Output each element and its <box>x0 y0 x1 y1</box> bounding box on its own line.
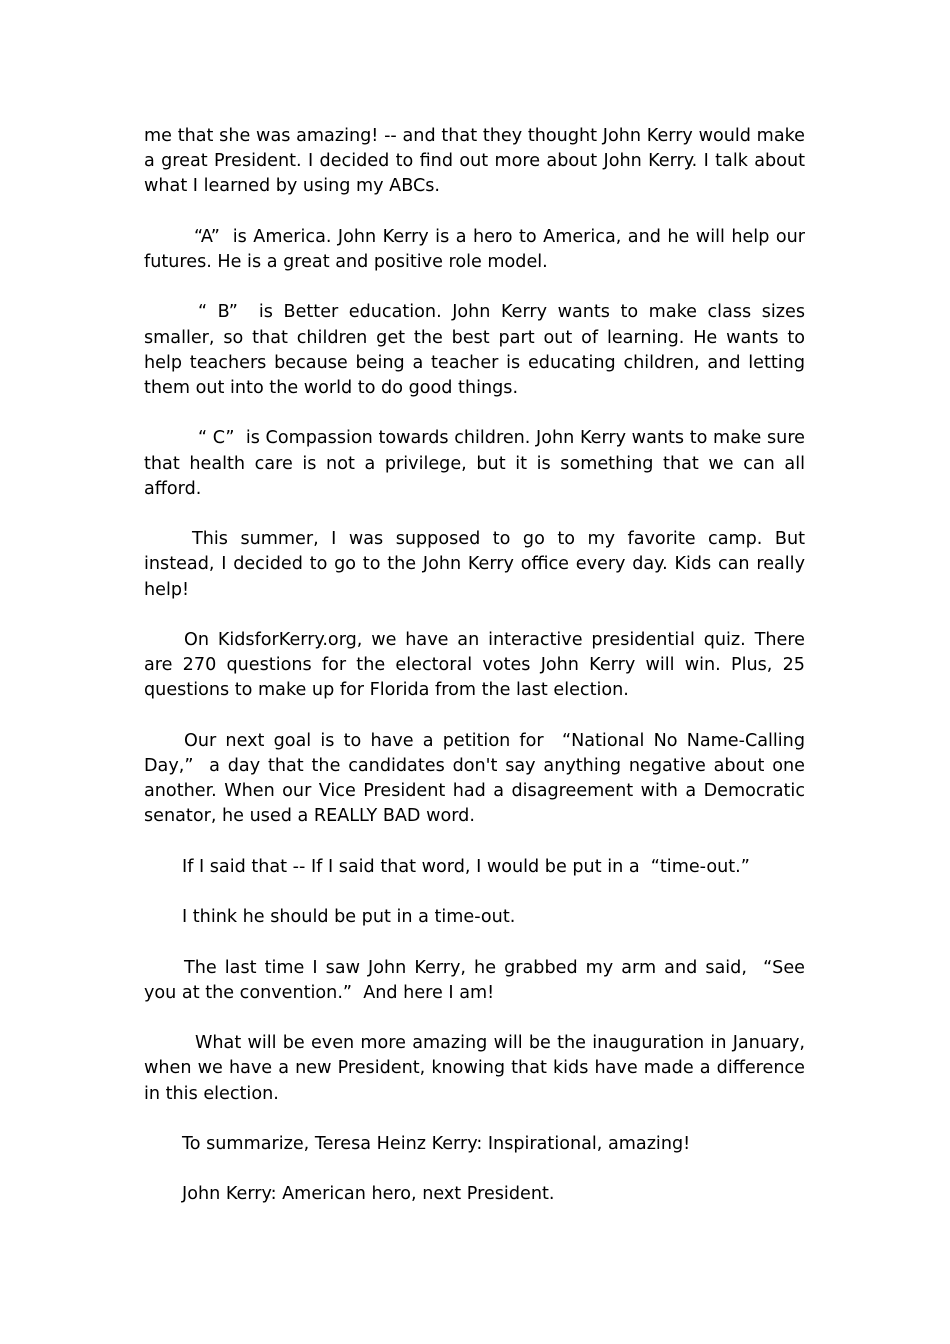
paragraph-convention: The last time I saw John Kerry, he grabbed my arm and said, “See you at the convention.” And here I am! <box>144 957 805 1003</box>
paragraph-intro: me that she was amazing! -- and that they thought John Kerry would make a great President. I decided to find out more about John Kerry. I talk about what I learned by using my ABCs. <box>144 126 805 197</box>
document-page <box>144 124 805 1208</box>
paragraph-kidsforkerry-quiz: On KidsforKerry.org, we have an interactive presidential quiz. There are 270 questions for the electoral votes John Kerry will win. Plus, 25 questions to make up for Florida from the last election. <box>144 629 805 701</box>
paragraph-c-compassion: “ C” is Compassion towards children. John Kerry wants to make sure that health care is not a privilege, but it is something that we can all afford. <box>144 428 805 499</box>
paragraph-summer-camp: This summer, I was supposed to go to my favorite camp. But instead, I decided to go to the John Kerry office every day. Kids can really help! <box>144 529 805 600</box>
paragraph-summary-teresa: To summarize, Teresa Heinz Kerry: Inspirational, amazing! <box>182 1133 691 1154</box>
paragraph-summary-john: John Kerry: American hero, next President. <box>182 1184 555 1205</box>
paragraph-inauguration: What will be even more amazing will be the inauguration in January, when we have a new President, knowing that kids have made a difference in this election. <box>144 1033 805 1104</box>
paragraph-b-better-education: “ B” is Better education. John Kerry wants to make class sizes smaller, so that children get the best part out of learning. He wants to help teachers because being a teacher is educating children, and letting them out into the world to do good things. <box>144 302 805 398</box>
paragraph-time-out-opinion: I think he should be put in a time-out. <box>182 907 516 928</box>
paragraph-a-america: “A” is America. John Kerry is a hero to America, and he will help our futures. He is a great and positive role model. <box>144 226 805 272</box>
paragraph-petition: Our next goal is to have a petition for “National No Name-Calling Day,” a day that the candidates don't say anything negative about one another. When our Vice President had a disagreement with a Democratic senator, he used a REALLY BAD word. <box>144 730 805 827</box>
paragraph-time-out-quote: If I said that -- If I said that word, I would be put in a “time-out.” <box>182 856 750 877</box>
